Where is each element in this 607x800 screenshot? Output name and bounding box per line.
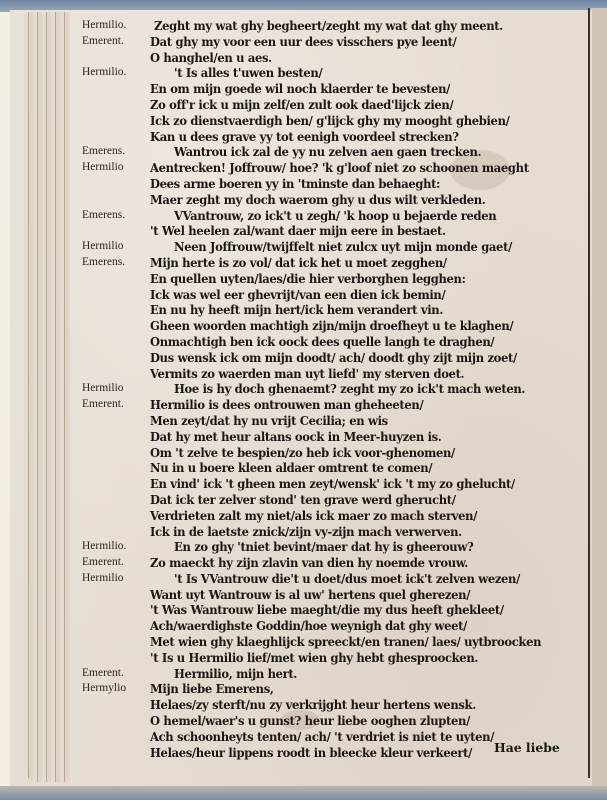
- speaker-name: Emerent.: [82, 398, 124, 411]
- verse-text: Mijn herte is zo vol/ dat ick het u moet zegghen/: [150, 254, 447, 270]
- dialogue-line: [78, 476, 598, 492]
- verse-text: Dus wensk ick om mijn doodt/ ach/ doodt ghy zijt mijn zoet/: [150, 349, 517, 365]
- dialogue-line: [78, 571, 598, 587]
- verse-text: Kan u dees grave yy tot eenigh voordeel strecken?: [150, 128, 459, 144]
- dialogue-line: [78, 397, 598, 413]
- verse-text: Zo maeckt hy zijn zlavin van dien hy noemde vrouw.: [150, 555, 468, 571]
- dialogue-line: [78, 492, 598, 508]
- dialogue-line: [78, 650, 598, 666]
- speaker-name: Hermilio: [82, 161, 124, 174]
- dialogue-line: [78, 176, 598, 192]
- verse-text: O hanghel/en u aes.: [150, 49, 272, 65]
- dialogue-line: [78, 239, 598, 255]
- dialogue-line: [78, 634, 598, 650]
- dialogue-line: [78, 429, 598, 445]
- verse-text: 't Is alles t'uwen besten/: [174, 65, 323, 81]
- dialogue-line: [78, 350, 598, 366]
- verse-text: Helaes/zy sterft/nu zy verkrijght heur hertens wensk.: [150, 697, 476, 713]
- dialogue-line: [78, 81, 598, 97]
- verse-text: Dat hy met heur altans oock in Meer-huyzen is.: [150, 428, 442, 444]
- verse-text: Ach schoonheyts tenten/ ach/ 't verdriet is niet te uyten/: [150, 728, 495, 744]
- dialogue-line: [78, 381, 598, 397]
- dialogue-line: [78, 97, 598, 113]
- dialogue-line: [78, 460, 598, 476]
- verse-text: Nu in u boere kleen aldaer omtrent te comen/: [150, 460, 433, 476]
- catchword: Hae liebe: [494, 740, 560, 755]
- dialogue-line: [78, 318, 598, 334]
- verse-text: Zeght my wat ghy begheert/zeght my wat dat ghy meent.: [154, 18, 503, 33]
- verse-text: En om mijn goede wil noch klaerder te bevesten/: [150, 81, 451, 97]
- dialogue-line: [78, 666, 598, 682]
- dialogue-line: [78, 697, 598, 713]
- dialogue-line: [78, 34, 598, 50]
- dialogue-line: [78, 713, 598, 729]
- speaker-name: Hermilio: [82, 571, 124, 584]
- verse-text: Hoe is hy doch ghenaemt? zeght my zo ick't mach weten.: [174, 381, 526, 397]
- verse-text: Aentrecken! Joffrouw/ hoe? 'k g'loof niet zo schoonen maeght: [150, 160, 529, 176]
- speaker-name: Hermilio.: [82, 540, 127, 553]
- verse-text: En vind' ick 't gheen men zeyt/wensk' ick 't my zo ghelucht/: [150, 476, 515, 492]
- verse-text: Dat ghy my voor een uur dees visschers pye leent/: [150, 33, 457, 49]
- dialogue-line: [78, 160, 598, 176]
- dialogue-line: [78, 508, 598, 524]
- verse-text: Met wien ghy klaeghlijck spreeckt/en tranen/ laes/ uytbroocken: [150, 634, 542, 650]
- verse-text: Verdrieten zalt my niet/als ick maer zo mach sterven/: [150, 507, 478, 523]
- dialogue-line: [78, 445, 598, 461]
- verse-text: Dees arme boeren yy in 'tminste dan behaeght:: [150, 175, 441, 191]
- dialogue-line: [78, 413, 598, 429]
- play-dialogue: [78, 18, 598, 760]
- dialogue-line: [78, 618, 598, 634]
- verse-text: Hermilio is dees ontrouwen man gheheeten/: [150, 397, 424, 413]
- dialogue-line: [78, 129, 598, 145]
- dialogue-line: [78, 524, 598, 540]
- dialogue-line: [78, 681, 598, 697]
- speaker-name: Hermilio: [82, 382, 124, 395]
- dialogue-line: [78, 255, 598, 271]
- dialogue-line: [78, 334, 598, 350]
- verse-text: Men zeyt/dat hy nu vrijt Cecilia; en wis: [150, 412, 388, 428]
- dialogue-line: [78, 192, 598, 208]
- speaker-name: Emerent.: [82, 556, 124, 569]
- verse-text: En quellen uyten/laes/die hier verborghen legghen:: [150, 270, 466, 286]
- verse-text: 't Wel heelen zal/want daer mijn eere in bestaet.: [150, 223, 446, 239]
- verse-text: Wantrou ick zal de yy nu zelven aen gaen trecken.: [174, 144, 482, 160]
- verse-text: Hermilio, mijn hert.: [174, 665, 298, 681]
- dialogue-line: [78, 113, 598, 129]
- verse-text: Om 't zelve te bespien/zo heb ick voor-ghenomen/: [150, 444, 455, 460]
- verse-text: Ach/waerdighste Goddin/hoe weynigh dat ghy weet/: [150, 618, 468, 634]
- speaker-name: Emerent.: [82, 666, 124, 679]
- dialogue-line: [78, 587, 598, 603]
- verse-text: 't Is u Hermilio lief/met wien ghy hebt ghesproocken.: [150, 649, 479, 665]
- dialogue-line: [78, 208, 598, 224]
- dialogue-line: [78, 555, 598, 571]
- verse-text: En nu hy heeft mijn hert/ick hem verandert vin.: [150, 302, 444, 318]
- dialogue-line: [78, 18, 598, 34]
- verse-text: Neen Joffrouw/twijffelt niet zulcx uyt mijn monde gaet/: [174, 239, 512, 255]
- verse-text: Zo off'r ick u mijn zelf/en zult ook daed'lijck zien/: [150, 96, 454, 112]
- verse-text: Helaes/heur lippens roodt in bleecke kleur verkeert/: [150, 744, 472, 760]
- dialogue-line: [78, 144, 598, 160]
- speaker-name: Emerens.: [82, 145, 126, 158]
- dialogue-line: [78, 50, 598, 66]
- document-page: [10, 10, 592, 789]
- verse-text: Mijn liebe Emerens,: [150, 681, 274, 697]
- verse-text: 't Was Wantrouw liebe maeght/die my dus heeft ghekleet/: [150, 602, 504, 618]
- verse-text: En zo ghy 'tniet bevint/maer dat hy is gheerouw?: [174, 539, 474, 555]
- verse-text: Want uyt Wantrouw is al uw' hertens quel gherezen/: [150, 586, 471, 602]
- verse-text: Maer zeght my doch waerom ghy u dus wilt verkleden.: [150, 191, 486, 207]
- dialogue-line: [78, 302, 598, 318]
- dialogue-line: [78, 539, 598, 555]
- dialogue-line: [78, 271, 598, 287]
- verse-text: VVantrouw, zo ick't u zegh/ 'k hoop u bejaerde reden: [174, 207, 497, 223]
- verse-text: Ick was wel eer ghevrijt/van een dien ick bemin/: [150, 286, 446, 302]
- dialogue-line: [78, 287, 598, 303]
- speaker-name: Emerent.: [82, 34, 124, 47]
- dialogue-line: [78, 366, 598, 382]
- verse-text: Onmachtigh ben ick oock dees quelle langh te draghen/: [150, 333, 495, 349]
- speaker-name: Hermilio.: [82, 66, 127, 79]
- verse-text: 't Is VVantrouw die't u doet/dus moet ick't zelven wezen/: [174, 570, 520, 586]
- dialogue-line: [78, 223, 598, 239]
- scan-backdrop-bottom: [0, 786, 607, 800]
- speaker-name: Hermylio: [82, 682, 127, 695]
- speaker-name: Hermilio.: [82, 19, 127, 31]
- verse-text: Gheen woorden machtigh zijn/mijn droefheyt u te klaghen/: [150, 318, 514, 334]
- verse-text: Vermits zo waerden man uyt liefd' my sterven doet.: [150, 365, 465, 381]
- dialogue-line: [78, 65, 598, 81]
- verse-text: O hemel/waer's u gunst? heur liebe ooghen zlupten/: [150, 713, 470, 729]
- dialogue-line: [78, 602, 598, 618]
- verse-text: Dat ick ter zelver stond' ten grave werd gherucht/: [150, 491, 456, 507]
- page-gutter-edges: [24, 12, 70, 782]
- page-fold-line: [588, 8, 590, 778]
- verse-text: Ick zo dienstvaerdigh ben/ g'lijck ghy my mooght ghebien/: [150, 112, 510, 128]
- speaker-name: Emerens.: [82, 255, 126, 268]
- speaker-name: Emerens.: [82, 208, 126, 221]
- verse-text: Ick in de laetste znick/zijn vy-zijn mach verwerven.: [150, 523, 462, 539]
- speaker-name: Hermilio: [82, 240, 124, 253]
